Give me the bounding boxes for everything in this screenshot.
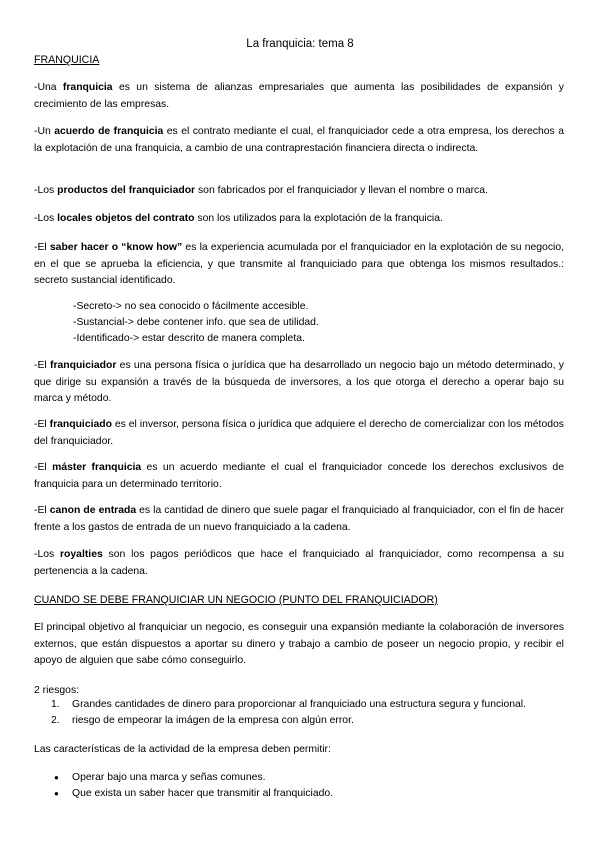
definition-know-how — [34, 240, 564, 290]
risk-item-text: riesgo de empeorar la imágen de la empresa con algún error. — [72, 715, 354, 726]
definition-canon-de-entrada — [34, 503, 564, 536]
definition-prefix: -El — [34, 242, 50, 253]
definition-term: acuerdo de franquicia — [54, 126, 164, 137]
definition-text: es el inversor, persona física o jurídica que adquiere el derecho de comercializar con los métodos del franquiciador. — [34, 419, 564, 447]
know-how-item-identificado: -Identificado-> estar descrito de manera completa. — [73, 333, 305, 344]
definition-term: locales objetos del contrato — [57, 213, 195, 224]
definition-text: es un acuerdo mediante el cual el franquiciador concede los derechos exclusivos de franquicia para un determinado territorio. — [34, 462, 564, 490]
bullet-icon: ● — [54, 773, 59, 782]
definition-text: es la experiencia acumulada por el franquiciador en la explotación de su negocio, en el que se aprueba la eficiencia, y que transmite al franquiciado para que obtenga los mismos resultados.: secreto sustancial identificado. — [34, 242, 564, 286]
definition-term: franquicia — [62, 82, 113, 93]
definition-prefix: -Un — [34, 126, 55, 137]
characteristic-item-text: Operar bajo una marca y señas comunes. — [72, 772, 266, 783]
definition-acuerdo-de-franquicia — [34, 124, 564, 157]
definition-term: máster franquicia — [52, 462, 142, 473]
definition-term: saber hacer o “know how” — [49, 242, 183, 253]
definition-franquicia — [34, 80, 564, 113]
know-how-item-sustancial: -Sustancial-> debe contener info. que sea de utilidad. — [73, 317, 319, 328]
risk-item-marker: 1. — [51, 699, 60, 710]
definition-prefix: -Los — [34, 185, 58, 196]
risk-item-text: Grandes cantidades de dinero para proporcionar al franquiciado una estructura segura y funcional. — [72, 699, 527, 710]
definition-term: franquiciado — [49, 419, 112, 430]
definition-text: es una persona física o jurídica que ha desarrollado un negocio bajo un método determinado, y que dirige su expansión a través de la búsqueda de inversores, a los que otorga el derecho a operar bajo su marca y método. — [34, 360, 564, 404]
characteristics-label: Las características de la actividad de la empresa deben permitir: — [34, 744, 331, 755]
section-heading-cuando-franquiciar: CUANDO SE DEBE FRANQUICIAR UN NEGOCIO (PUNTO DEL FRANQUICIADOR) — [34, 594, 438, 606]
definition-text: es la cantidad de dinero que suele pagar el franquiciado al franquiciador, con el fin de hacer frente a los gastos de entrada de un nuevo franquiciado a la cadena. — [34, 505, 564, 533]
definition-prefix: -Los — [34, 213, 58, 224]
document-title: La franquicia: tema 8 — [246, 38, 354, 50]
definition-text: son los pagos periódicos que hace el franquiciado al franquiciador, como recompensa a su pertenencia a la cadena. — [34, 549, 564, 577]
definition-text: son fabricados por el franquiciador y llevan el nombre o marca. — [195, 185, 488, 196]
definition-prefix: -El — [34, 505, 50, 516]
definition-prefix: -El — [34, 360, 50, 371]
risk-item-marker: 2. — [51, 715, 60, 726]
definition-term: canon de entrada — [49, 505, 137, 516]
definition-text: son los utilizados para la explotación de la franquicia. — [194, 213, 443, 224]
definition-term: franquiciador — [49, 360, 117, 371]
section-intro-paragraph: El principal objetivo al franquiciar un negocio, es conseguir una expansión mediante la colaboración de inversores externos, que están dispuestos a aportar su dinero y trabajo a cambio de poseer un negocio propio, y recibir el apoyo de alguien que sabe cómo conseguirlo. — [34, 622, 564, 666]
definition-master-franquicia — [34, 460, 564, 493]
definition-prefix: -El — [34, 419, 50, 430]
characteristic-item-text: Que exista un saber hacer que transmitir al franquiciado. — [72, 788, 334, 799]
definition-royalties — [34, 547, 564, 580]
definition-term: productos del franquiciador — [57, 185, 196, 196]
definition-locales-objetos — [34, 211, 564, 228]
bullet-icon: ● — [54, 789, 59, 798]
definition-productos-del-franquiciador — [34, 183, 564, 200]
definition-franquiciador — [34, 358, 564, 408]
definition-prefix: -Una — [34, 82, 63, 93]
definition-prefix: -Los — [34, 549, 61, 560]
definition-term: royalties — [60, 549, 103, 560]
definition-prefix: -El — [34, 462, 53, 473]
definition-franquiciado — [34, 417, 564, 450]
know-how-item-secreto: -Secreto-> no sea conocido o fácilmente accesible. — [73, 301, 309, 312]
definition-text: es el contrato mediante el cual, el franquiciador cede a otra empresa, los derechos a la explotación de una franquicia, a cambio de una contraprestación financiera directa o indirecta. — [34, 126, 564, 154]
section-heading-franquicia: FRANQUICIA — [34, 54, 100, 66]
risks-label: 2 riesgos: — [34, 685, 80, 696]
definition-text: es un sistema de alianzas empresariales que aumenta las posibilidades de expansión y crecimiento de las empresas. — [34, 82, 564, 110]
